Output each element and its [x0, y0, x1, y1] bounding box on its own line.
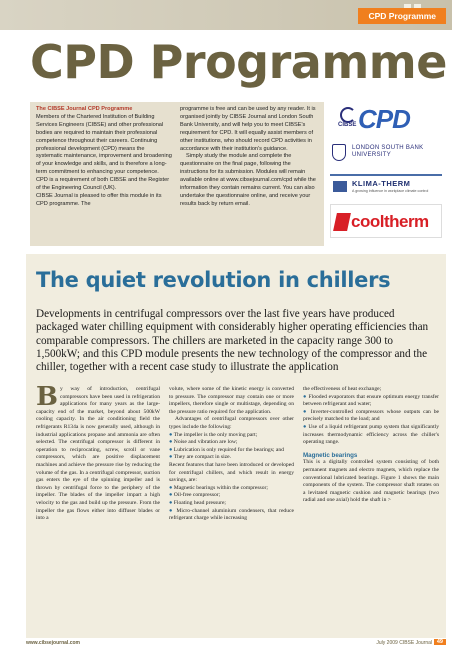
list-item: ● They are compact in size.	[169, 454, 231, 461]
cooltherm-logo-text: cooltherm	[351, 212, 429, 231]
list-item: ● Micro-channel aluminium condensers, that reduce refrigerant charge while increasing	[169, 507, 294, 522]
klima-logo-text: KLIMA-THERM	[352, 179, 411, 188]
body-text: This is a digitally controlled system consisting of both permanent magnets and electro magnets, which replace the conventional lubricated bearings. Figure 1 shows the main components of the system. The compressor shaft rotates on a levitated magnetic cushion and magnetic bearings (two radial and one axial) hold the shaft in >	[303, 459, 439, 504]
footer-issue-date: July 2009 CIBSE Journal	[376, 640, 432, 646]
intro-text: CIBSE Journal is pleased to offer this module in its CPD programme. The	[36, 192, 162, 207]
klima-mark-icon	[333, 181, 347, 192]
body-text: Recent features that have been introduced or developed for centrifugal chillers, and which result in energy savings, are:	[169, 461, 294, 484]
list-item: ● Flooded evaporators that ensure optimum energy transfer between refrigerant and water;	[303, 393, 439, 408]
crest-icon	[332, 144, 346, 161]
drop-cap: B	[36, 382, 58, 412]
article-headline: The quiet revolution in chillers	[36, 268, 391, 292]
body-text: volute, where some of the kinetic energy is converted to pressure. The compressor may contain one or more impellers, therefore single or multistage, depending on the pressure ratio required for the application.	[169, 386, 294, 415]
article-standfirst: Developments in centrifugal compressors over the last five years have produced packaged water chilling equipment with considerably higher operating efficiencies than comparable compressors. The chillers are marketed in the capacity range 300 to 1,500kW; and this CPD module presents the new technology of the compressor and the chiller, together with a recent case study to illustrate the application	[36, 308, 429, 374]
intro-text: Simply study the module and complete the questionnaire on the final page, following the instructions for its submission. Modules will remain available online at www.cibsejournal.com/cpd while the information they contain remains current. You can also undertake the questionnaire online, and receive your results back by return email.	[180, 153, 316, 207]
top-band	[0, 0, 452, 30]
cibse-swirl-icon	[340, 107, 356, 123]
klima-tagline: A growing influence in workplace climate control	[352, 189, 429, 193]
cpd-logo-text: CPD	[358, 104, 410, 134]
body-text: Advantages of centrifugal compressors over other types include the following:	[169, 416, 294, 430]
body-text: the effectiveness of heat exchange;	[303, 386, 382, 392]
intro-text: programme is free and can be used by any reader. It is organised jointly by CIBSE Journal and London South Bank University, and will help you to meet CIBSE's requirement for CPD. It will equally assist members of other institutions, who should record CPD activities in accordance with their institution's guidance.	[180, 106, 316, 152]
cibse-cpd-logo	[338, 104, 434, 138]
body-text: y way of introduction, centrifugal compressors have been used in refrigeration applications for many years as the large-capacity end of the market, beyond about 500kW cooling capacity. In the air conditioning field the refrigerants R134a is now generally used, although in industrial applications propane and ammonia are often selected. The centrifugal compressor is different in operation to reciprocating, screw, scroll or vane compressors, which are positive displacement machines and achieve the pressure rise by reducing the volume of the gas. In a centrifugal compressor, suction gas enters the eye of the spinning impeller and is thrown by centrifugal force to the periphery of the impeller. The blades of the impeller impart a high velocity to the gas and build up the pressure. From the impeller the gas flows either into diffuser blades or into a	[36, 386, 160, 522]
list-item: ● The impeller is the only moving part;	[169, 431, 258, 438]
body-column-2	[169, 386, 294, 523]
list-item: ● Lubrication is only required for the bearings; and	[169, 446, 284, 453]
list-item: ● Noise and vibration are low;	[169, 439, 238, 446]
intro-column-1	[36, 106, 172, 209]
klima-therm-logo	[330, 174, 442, 196]
page-footer	[26, 640, 446, 647]
list-item: ● Use of a liquid refrigerant pump system that significantly increases thermodynamic efficiency across the chiller's operating range.	[303, 423, 439, 446]
section-tab: CPD Programme	[358, 8, 446, 24]
body-column-3	[303, 386, 439, 505]
list-item: ● Oil-free compressor;	[169, 492, 221, 499]
lsbu-logo	[330, 142, 442, 164]
section-subhead: Magnetic bearings	[303, 451, 358, 459]
intro-lead: The CIBSE Journal CPD Programme	[36, 106, 133, 112]
page-title: CPD Programme	[30, 35, 447, 89]
article	[26, 254, 446, 638]
list-item: ● Floating head pressure;	[169, 499, 226, 506]
body-column-1	[36, 382, 160, 523]
cibse-logo-text: CIBSE	[338, 122, 357, 128]
cooltherm-mark-icon	[333, 213, 351, 231]
intro-column-2	[180, 106, 320, 209]
list-item: ● Inverter-controlled compressors whose outputs can be precisely matched to the load; and	[303, 408, 439, 423]
list-item: ● Magnetic bearings within the compressor;	[169, 484, 268, 491]
intro-text: Members of the Chartered Institution of Building Services Engineers (CIBSE) and other professional bodies are required to maintain their professional competence throughout their careers. Continuing professional development (CPD) means the systematic maintenance, improvement and broadening of your knowledge and skills, and is therefore a long-term commitment to enhancing your competence. CPD is a requirement of both CIBSE and the Register of the Engineering Council (UK).	[36, 113, 172, 192]
sponsor-logos	[330, 102, 442, 246]
footer-site-link[interactable]: www.cibsejournal.com	[26, 640, 80, 646]
page-number: 49	[434, 639, 446, 645]
lsbu-logo-text: LONDON SOUTH BANK UNIVERSITY	[352, 145, 424, 158]
cooltherm-logo	[330, 204, 442, 238]
intro-box	[30, 102, 324, 246]
